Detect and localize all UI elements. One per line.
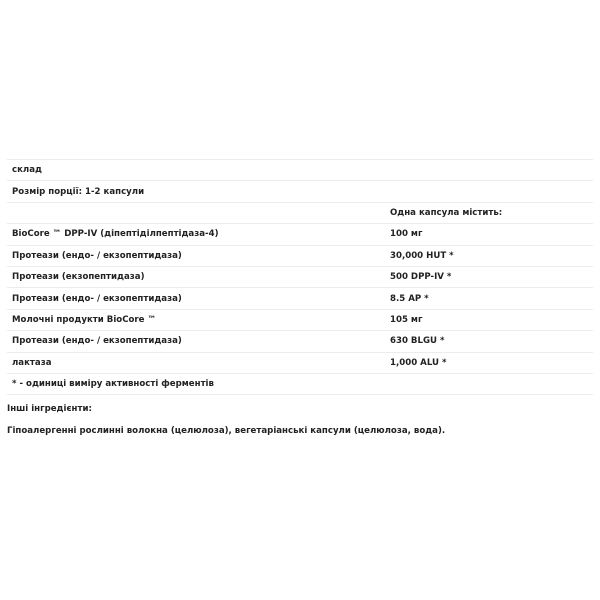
- table-row: [7, 224, 593, 245]
- table-row: [7, 288, 593, 309]
- ingredient-value: 1,000 ALU *: [390, 357, 447, 368]
- ingredient-name: BioCore ™ DPP-IV (діпептіділпептідаза-4): [12, 229, 219, 240]
- serving-size-row: [7, 181, 593, 202]
- composition-table: [7, 159, 593, 395]
- table-row: [7, 310, 593, 331]
- ingredient-value: 30,000 HUT *: [390, 250, 454, 261]
- ingredient-value: 105 мг: [390, 314, 423, 325]
- ingredient-name: Протеази (ендо- / екзопептидаза): [12, 293, 182, 304]
- ingredient-value: 8.5 AP *: [390, 293, 429, 304]
- column-header: Одна капсула містить:: [390, 207, 503, 218]
- other-ingredients-text: Гіпоалергенні рослинні волокна (целюлоза), вегетаріанські капсули (целюлоза, вода).: [7, 426, 446, 436]
- table-row: [7, 267, 593, 288]
- ingredient-name: лактаза: [12, 357, 52, 368]
- composition-title-row: [7, 160, 593, 181]
- serving-size: Розмір порції: 1-2 капсули: [12, 186, 145, 197]
- table-row: [7, 353, 593, 374]
- ingredient-name: Молочні продукти BioCore ™: [12, 314, 157, 325]
- composition-title: склад: [12, 165, 42, 176]
- ingredient-name: Протеази (екзопептидаза): [12, 272, 145, 283]
- footnote: * - одиниці виміру активності ферментів: [12, 379, 214, 390]
- table-row: [7, 331, 593, 352]
- ingredient-value: 100 мг: [390, 229, 423, 240]
- footnote-row: [7, 374, 593, 395]
- ingredient-value: 500 DPP-IV *: [390, 272, 452, 283]
- ingredient-name: Протеази (ендо- / екзопептидаза): [12, 336, 182, 347]
- other-ingredients-title: Інші інгредієнти:: [7, 404, 92, 414]
- table-row: [7, 246, 593, 267]
- ingredient-value: 630 BLGU *: [390, 336, 445, 347]
- ingredient-name: Протеази (ендо- / екзопептидаза): [12, 250, 182, 261]
- column-header-row: [7, 203, 593, 224]
